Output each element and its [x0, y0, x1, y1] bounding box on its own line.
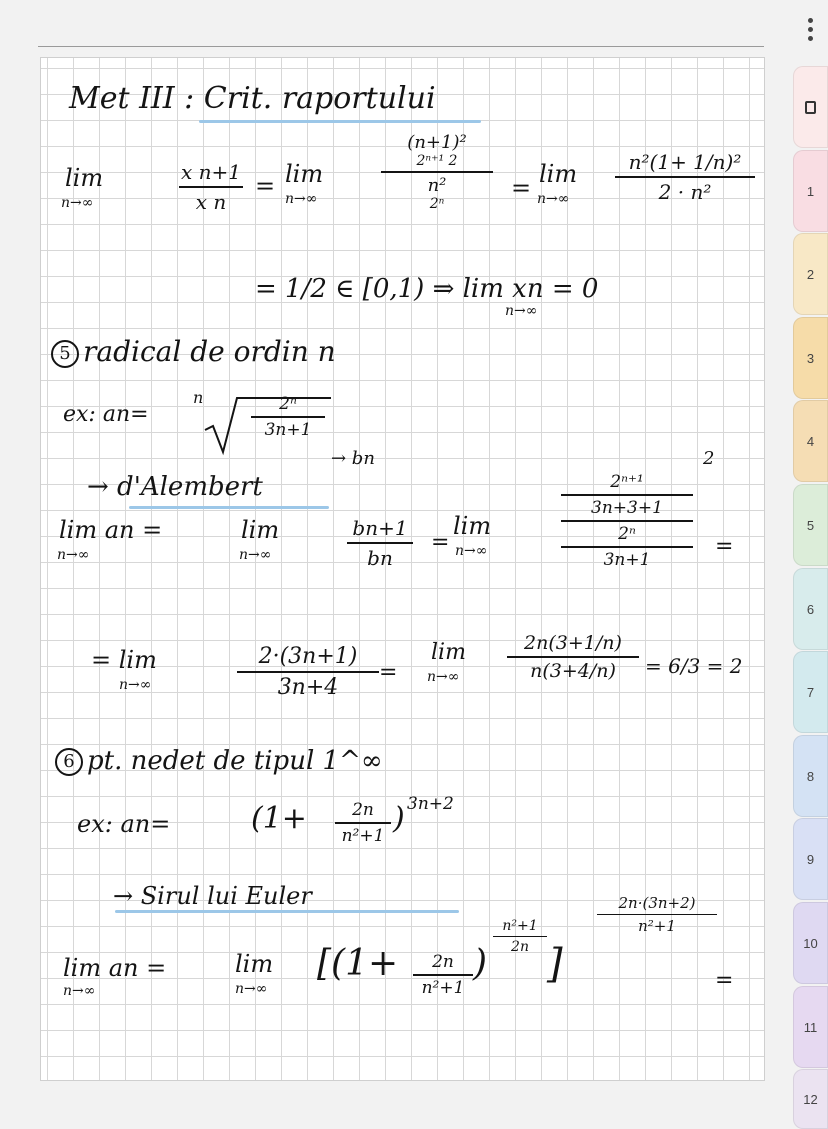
equals-sign: =	[431, 530, 450, 555]
tab-3[interactable]	[793, 317, 828, 399]
exponent-2: 2	[703, 448, 715, 469]
tab-5[interactable]	[793, 484, 828, 566]
inner-exponent-fraction	[493, 918, 547, 955]
bn-expanded-fraction	[561, 472, 693, 570]
bn-ratio-fraction	[347, 516, 413, 570]
tab-label: 6	[806, 601, 815, 617]
section-number-badge: 6	[55, 748, 83, 776]
open-bracket: [(1+	[317, 943, 399, 984]
fraction-bottom: n²+1	[421, 978, 465, 998]
euler-underline	[115, 910, 459, 913]
section-number-badge: 5	[51, 340, 79, 368]
equals-sign: =	[715, 534, 734, 559]
tab-2[interactable]	[793, 233, 828, 315]
close-paren: )	[393, 801, 405, 836]
tab-bookmark[interactable]	[793, 66, 828, 148]
lim-subscript: n→∞	[455, 543, 488, 559]
fraction-bottom-2: 2ⁿ	[429, 196, 445, 212]
tab-10[interactable]	[793, 902, 828, 984]
tab-6[interactable]	[793, 568, 828, 650]
tab-label: 10	[803, 935, 818, 951]
section-title: pt. nedet de tipul 1^∞	[87, 746, 383, 776]
fraction-top: 2ⁿ⁺¹	[610, 472, 644, 492]
tab-7[interactable]	[793, 651, 828, 733]
fraction-top-2: 3n+3+1	[591, 498, 663, 518]
fraction-bottom: bn	[367, 546, 393, 570]
equals-sign: =	[379, 660, 398, 685]
lim-label: lim	[539, 160, 578, 188]
bookmark-icon	[805, 101, 816, 114]
tab-label: 3	[806, 350, 815, 366]
fraction-bottom: 3n+4	[277, 675, 339, 700]
reduced-fraction	[237, 644, 379, 700]
lim-subscript: n→∞	[235, 981, 268, 997]
tab-4[interactable]	[793, 400, 828, 482]
tab-12[interactable]	[793, 1069, 828, 1129]
tab-11[interactable]	[793, 986, 828, 1068]
fraction-bottom: 2n	[511, 939, 529, 955]
equals-sign: =	[511, 174, 532, 202]
ratio-denominator: x n	[195, 190, 227, 214]
example-label: ex: an=	[77, 810, 171, 838]
lim-an: lim an =	[59, 516, 163, 544]
section-tabs	[793, 66, 828, 1107]
section-5-heading	[51, 335, 336, 368]
fraction-bottom: n(3+4/n)	[530, 660, 616, 682]
inner-fraction	[335, 800, 391, 846]
lim-subscript: n→∞	[63, 983, 96, 999]
fraction-top: 2n(3+1/n)	[524, 632, 622, 654]
lim-subscript: n→∞	[61, 195, 94, 211]
lim-subscript: n→∞	[119, 677, 152, 693]
lim-label: lim	[453, 512, 492, 540]
lim-an: lim an =	[63, 954, 167, 982]
section-title: radical de ordin n	[83, 335, 336, 368]
fraction-bottom: 2 · n²	[658, 180, 712, 204]
fraction-top: n²(1+ 1/n)²	[628, 150, 742, 174]
page-top-divider	[38, 46, 764, 47]
radicand-denominator: 3n+1	[264, 420, 312, 440]
more-options-icon[interactable]	[800, 14, 820, 54]
close-bracket: ]	[547, 941, 563, 987]
lim-label: lim	[241, 516, 280, 544]
notebook-page	[40, 57, 765, 1081]
bn-arrow: → bn	[331, 448, 375, 469]
tab-1[interactable]	[793, 150, 828, 232]
tab-8[interactable]	[793, 735, 828, 817]
tab-label: 9	[806, 851, 815, 867]
simplified-fraction	[615, 150, 755, 204]
tab-label: 7	[806, 684, 815, 700]
tab-label: 4	[806, 433, 815, 449]
tab-label: 12	[803, 1091, 818, 1107]
dalembert-underline	[129, 506, 329, 509]
heading: Met III : Crit. raportului	[69, 81, 436, 116]
ratio-fraction	[179, 160, 243, 214]
lim-label: lim	[431, 640, 466, 665]
lim-subscript: n→∞	[57, 547, 90, 563]
lim-subscript: n→∞	[285, 191, 318, 207]
radicand-fraction	[251, 394, 325, 440]
tab-label: 1	[806, 183, 815, 199]
lim-subscript: n→∞	[427, 669, 460, 685]
fraction-top: (n+1)²	[407, 132, 467, 153]
fraction-top: bn+1	[352, 516, 408, 540]
fraction-top: 2n	[352, 800, 374, 820]
heading-underline	[199, 120, 481, 123]
example-label: ex: an=	[63, 402, 149, 427]
root-index: n	[193, 388, 204, 407]
tab-9[interactable]	[793, 818, 828, 900]
fraction-top: 2n	[432, 952, 454, 972]
open-paren: (1+	[251, 801, 307, 836]
fraction-top: 2·(3n+1)	[258, 644, 358, 669]
outer-exponent-fraction	[597, 894, 717, 935]
lim-label: lim	[285, 160, 324, 188]
lim-label: = lim	[91, 646, 157, 674]
ratio-expression-fraction	[381, 132, 493, 212]
final-result: = 6/3 = 2	[645, 654, 743, 678]
fraction-bottom: n²+1	[341, 826, 385, 846]
exponent: 3n+2	[407, 794, 454, 814]
method-dalembert: → d'Alembert	[87, 472, 263, 502]
lim-subscript: n→∞	[239, 547, 272, 563]
tab-label: 11	[803, 1019, 818, 1035]
method-euler: → Sirul lui Euler	[113, 882, 312, 910]
fraction-bottom: n²	[427, 175, 447, 196]
lim-label: lim	[235, 950, 274, 978]
euler-inner-fraction	[413, 952, 473, 998]
tab-label: 5	[806, 517, 815, 533]
equals-sign: =	[255, 172, 276, 200]
factored-fraction	[507, 632, 639, 682]
radicand-numerator: 2ⁿ	[279, 394, 297, 414]
section-6-heading	[55, 748, 383, 776]
fraction-top: 2n·(3n+2)	[618, 894, 696, 912]
result-line: = 1/2 ∈ [0,1) ⇒ lim xn = 0	[255, 274, 599, 304]
equals-sign: =	[715, 968, 734, 993]
tab-label: 2	[806, 266, 815, 282]
fraction-bottom-2: 3n+1	[603, 550, 651, 570]
fraction-top: n²+1	[502, 918, 538, 934]
lim-subscript: n→∞	[537, 191, 570, 207]
lim-subscript: n→∞	[505, 303, 538, 319]
fraction-bottom: 2ⁿ	[618, 524, 636, 544]
close-paren: )	[473, 943, 488, 984]
fraction-top-2: 2ⁿ⁺¹ 2	[416, 153, 458, 169]
fraction-bottom: n²+1	[638, 917, 676, 935]
ratio-numerator: x n+1	[181, 160, 241, 184]
tab-label: 8	[806, 768, 815, 784]
lim-label: lim	[65, 164, 104, 192]
